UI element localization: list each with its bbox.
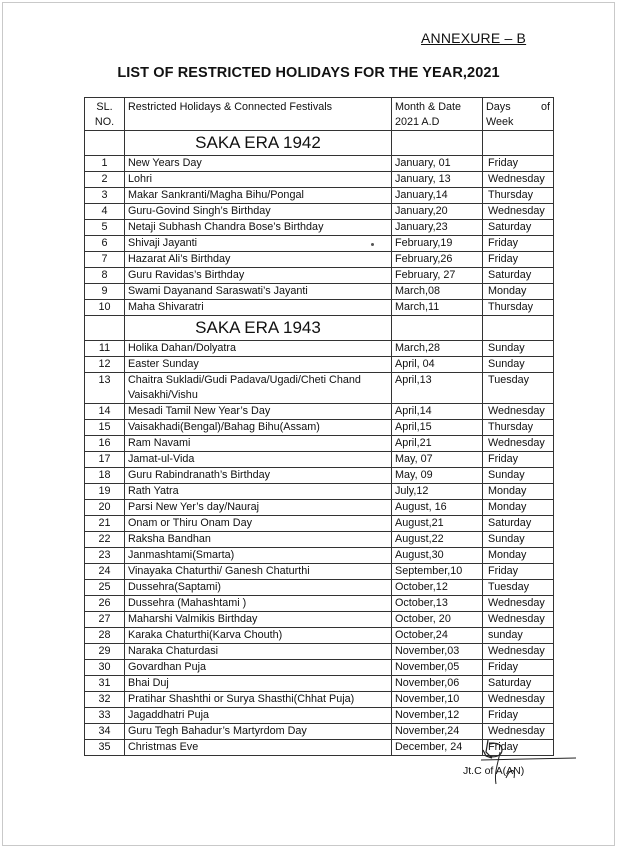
table-row (85, 564, 554, 580)
row-day: Monday (483, 284, 554, 300)
row-sl-no: 14 (85, 404, 125, 420)
row-date: December, 24 (392, 740, 483, 756)
row-date: April,21 (392, 436, 483, 452)
row-sl-no: 9 (85, 284, 125, 300)
row-date: November,05 (392, 660, 483, 676)
holiday-table (84, 97, 554, 756)
row-date: August,22 (392, 532, 483, 548)
row-sl-no: 12 (85, 357, 125, 373)
row-date: January, 01 (392, 156, 483, 172)
row-date: January,20 (392, 204, 483, 220)
row-sl-no: 3 (85, 188, 125, 204)
row-festival: Hazarat Ali’s Birthday (125, 252, 392, 268)
row-festival: Onam or Thiru Onam Day (125, 516, 392, 532)
annexure-label: ANNEXURE – B (421, 30, 527, 46)
row-festival: Guru Ravidas’s Birthday (125, 268, 392, 284)
row-date: March,08 (392, 284, 483, 300)
row-sl-no: 31 (85, 676, 125, 692)
row-festival: Mesadi Tamil New Year’s Day (125, 404, 392, 420)
row-date: October,13 (392, 596, 483, 612)
row-festival: Dussehra (Mahashtami ) (125, 596, 392, 612)
row-sl-no: 5 (85, 220, 125, 236)
row-date: August, 16 (392, 500, 483, 516)
row-sl-no: 4 (85, 204, 125, 220)
table-row (85, 644, 554, 660)
row-sl-no: 33 (85, 708, 125, 724)
row-festival: Govardhan Puja (125, 660, 392, 676)
row-sl-no: 17 (85, 452, 125, 468)
row-date: November,12 (392, 708, 483, 724)
row-date: January, 13 (392, 172, 483, 188)
row-day: Friday (483, 252, 554, 268)
row-sl-no: 27 (85, 612, 125, 628)
row-date: May, 07 (392, 452, 483, 468)
header-date: Month & Date 2021 A.D (392, 98, 483, 131)
table-row (85, 204, 554, 220)
table-row (85, 516, 554, 532)
row-festival: Makar Sankranti/Magha Bihu/Pongal (125, 188, 392, 204)
row-sl-no: 28 (85, 628, 125, 644)
row-day: Wednesday (483, 692, 554, 708)
row-day: Monday (483, 484, 554, 500)
row-date: April, 04 (392, 357, 483, 373)
header-week-word: Week (486, 116, 514, 128)
row-day: Sunday (483, 532, 554, 548)
row-festival: Janmashtami(Smarta) (125, 548, 392, 564)
row-date: September,10 (392, 564, 483, 580)
row-day: Wednesday (483, 612, 554, 628)
table-row (85, 484, 554, 500)
table-row (85, 341, 554, 357)
row-festival: Easter Sunday (125, 357, 392, 373)
table-row (85, 692, 554, 708)
row-sl-no: 29 (85, 644, 125, 660)
row-date: October,12 (392, 580, 483, 596)
row-sl-no: 26 (85, 596, 125, 612)
row-festival: Maha Shivaratri (125, 300, 392, 316)
row-date: November,24 (392, 724, 483, 740)
row-festival: Jamat-ul-Vida (125, 452, 392, 468)
row-sl-no: 6 (85, 236, 125, 252)
era-1942-heading: SAKA ERA 1942 (125, 131, 392, 156)
row-festival: Vinayaka Chaturthi/ Ganesh Chaturthi (125, 564, 392, 580)
row-festival: Jagaddhatri Puja (125, 708, 392, 724)
row-day: Thursday (483, 300, 554, 316)
document-title: LIST OF RESTRICTED HOLIDAYS FOR THE YEAR,2021 (117, 65, 500, 81)
row-sl-no: 10 (85, 300, 125, 316)
row-festival: Guru-Govind Singh’s Birthday (125, 204, 392, 220)
row-day: Monday (483, 500, 554, 516)
row-day: Saturday (483, 676, 554, 692)
row-festival: Maharshi Valmikis Birthday (125, 612, 392, 628)
era-1943-heading: SAKA ERA 1943 (125, 316, 392, 341)
table-row (85, 268, 554, 284)
row-festival: Karaka Chaturthi(Karva Chouth) (125, 628, 392, 644)
row-day: Thursday (483, 188, 554, 204)
row-date: July,12 (392, 484, 483, 500)
row-festival: Dussehra(Saptami) (125, 580, 392, 596)
row-day: Wednesday (483, 404, 554, 420)
row-day: Friday (483, 660, 554, 676)
row-date: February,19 (392, 236, 483, 252)
row-day: Wednesday (483, 724, 554, 740)
table-row (85, 236, 554, 252)
table-row (85, 708, 554, 724)
row-day: Saturday (483, 220, 554, 236)
era-1942-heading-row (85, 131, 554, 156)
row-festival: Holika Dahan/Dolyatra (125, 341, 392, 357)
row-festival: Shivaji Jayanti (125, 236, 392, 252)
row-date: January,14 (392, 188, 483, 204)
table-row (85, 420, 554, 436)
row-festival: Naraka Chaturdasi (125, 644, 392, 660)
row-date: April,14 (392, 404, 483, 420)
row-day: Saturday (483, 516, 554, 532)
row-sl-no: 19 (85, 484, 125, 500)
row-sl-no: 22 (85, 532, 125, 548)
row-day: Sunday (483, 468, 554, 484)
table-row (85, 580, 554, 596)
row-sl-no: 20 (85, 500, 125, 516)
header-days (483, 98, 554, 131)
table-row (85, 468, 554, 484)
row-festival: Ram Navami (125, 436, 392, 452)
row-festival: Chaitra Sukladi/Gudi Padava/Ugadi/Cheti Chand Vaisakhi/Vishu (125, 373, 392, 404)
row-day: sunday (483, 628, 554, 644)
row-festival: Raksha Bandhan (125, 532, 392, 548)
row-sl-no: 18 (85, 468, 125, 484)
row-festival: Lohri (125, 172, 392, 188)
row-festival: Guru Tegh Bahadur’s Martyrdom Day (125, 724, 392, 740)
row-sl-no: 21 (85, 516, 125, 532)
row-sl-no: 25 (85, 580, 125, 596)
row-sl-no: 1 (85, 156, 125, 172)
table-row (85, 172, 554, 188)
row-date: January,23 (392, 220, 483, 236)
row-festival: Parsi New Yer’s day/Nauraj (125, 500, 392, 516)
row-date: March,11 (392, 300, 483, 316)
row-day: Saturday (483, 268, 554, 284)
header-festival: Restricted Holidays & Connected Festivals (125, 98, 392, 131)
table-row (85, 404, 554, 420)
row-date: November,03 (392, 644, 483, 660)
table-row (85, 452, 554, 468)
row-date: November,10 (392, 692, 483, 708)
row-date: August,21 (392, 516, 483, 532)
row-day: Sunday (483, 357, 554, 373)
row-date: April,13 (392, 373, 483, 404)
header-days-word: Days (486, 101, 511, 113)
table-row (85, 252, 554, 268)
row-date: November,06 (392, 676, 483, 692)
row-date: February, 27 (392, 268, 483, 284)
row-festival: Vaisakhadi(Bengal)/Bahag Bihu(Assam) (125, 420, 392, 436)
table-row (85, 660, 554, 676)
row-sl-no: 23 (85, 548, 125, 564)
table-row (85, 357, 554, 373)
table-row (85, 220, 554, 236)
row-festival: Bhai Duj (125, 676, 392, 692)
row-sl-no: 11 (85, 341, 125, 357)
row-day: Wednesday (483, 204, 554, 220)
row-date: February,26 (392, 252, 483, 268)
row-date: October,24 (392, 628, 483, 644)
row-day: Friday (483, 236, 554, 252)
row-sl-no: 16 (85, 436, 125, 452)
table-row (85, 676, 554, 692)
row-sl-no: 34 (85, 724, 125, 740)
row-sl-no: 24 (85, 564, 125, 580)
header-sl-no: SL. NO. (85, 98, 125, 131)
row-day: Wednesday (483, 596, 554, 612)
row-sl-no: 8 (85, 268, 125, 284)
row-day: Wednesday (483, 436, 554, 452)
row-day: Tuesday (483, 373, 554, 404)
row-sl-no: 13 (85, 373, 125, 404)
row-day: Friday (483, 564, 554, 580)
table-row (85, 300, 554, 316)
row-festival: Rath Yatra (125, 484, 392, 500)
stray-mark (371, 243, 374, 246)
row-sl-no: 15 (85, 420, 125, 436)
table-header-row (85, 98, 554, 131)
row-day: Friday (483, 156, 554, 172)
table-row (85, 373, 554, 404)
row-festival: Pratihar Shashthi or Surya Shasthi(Chhat Puja) (125, 692, 392, 708)
row-date: May, 09 (392, 468, 483, 484)
header-of-word: of (540, 101, 550, 113)
row-sl-no: 32 (85, 692, 125, 708)
row-day: Thursday (483, 420, 554, 436)
row-sl-no: 2 (85, 172, 125, 188)
row-day: Friday (483, 708, 554, 724)
row-date: October, 20 (392, 612, 483, 628)
row-date: March,28 (392, 341, 483, 357)
row-day: Wednesday (483, 172, 554, 188)
table-row (85, 532, 554, 548)
table-row (85, 596, 554, 612)
row-date: April,15 (392, 420, 483, 436)
table-row (85, 436, 554, 452)
row-day: Sunday (483, 341, 554, 357)
table-row (85, 628, 554, 644)
row-day: Tuesday (483, 580, 554, 596)
row-day: Wednesday (483, 644, 554, 660)
table-row (85, 500, 554, 516)
era-1943-heading-row (85, 316, 554, 341)
row-day: Friday (483, 740, 554, 756)
table-row (85, 612, 554, 628)
row-sl-no: 30 (85, 660, 125, 676)
row-date: August,30 (392, 548, 483, 564)
row-sl-no: 7 (85, 252, 125, 268)
signature-label: Jt.C of A(AN) (463, 765, 525, 777)
table-row (85, 548, 554, 564)
table-row (85, 188, 554, 204)
row-festival: Christmas Eve (125, 740, 392, 756)
row-day: Friday (483, 452, 554, 468)
row-festival: New Years Day (125, 156, 392, 172)
signature-drawing (436, 738, 586, 788)
row-sl-no: 35 (85, 740, 125, 756)
row-day: Monday (483, 548, 554, 564)
row-festival: Guru Rabindranath’s Birthday (125, 468, 392, 484)
row-festival: Netaji Subhash Chandra Bose’s Birthday (125, 220, 392, 236)
table-row (85, 284, 554, 300)
row-festival: Swami Dayanand Saraswati’s Jayanti (125, 284, 392, 300)
table-row (85, 156, 554, 172)
